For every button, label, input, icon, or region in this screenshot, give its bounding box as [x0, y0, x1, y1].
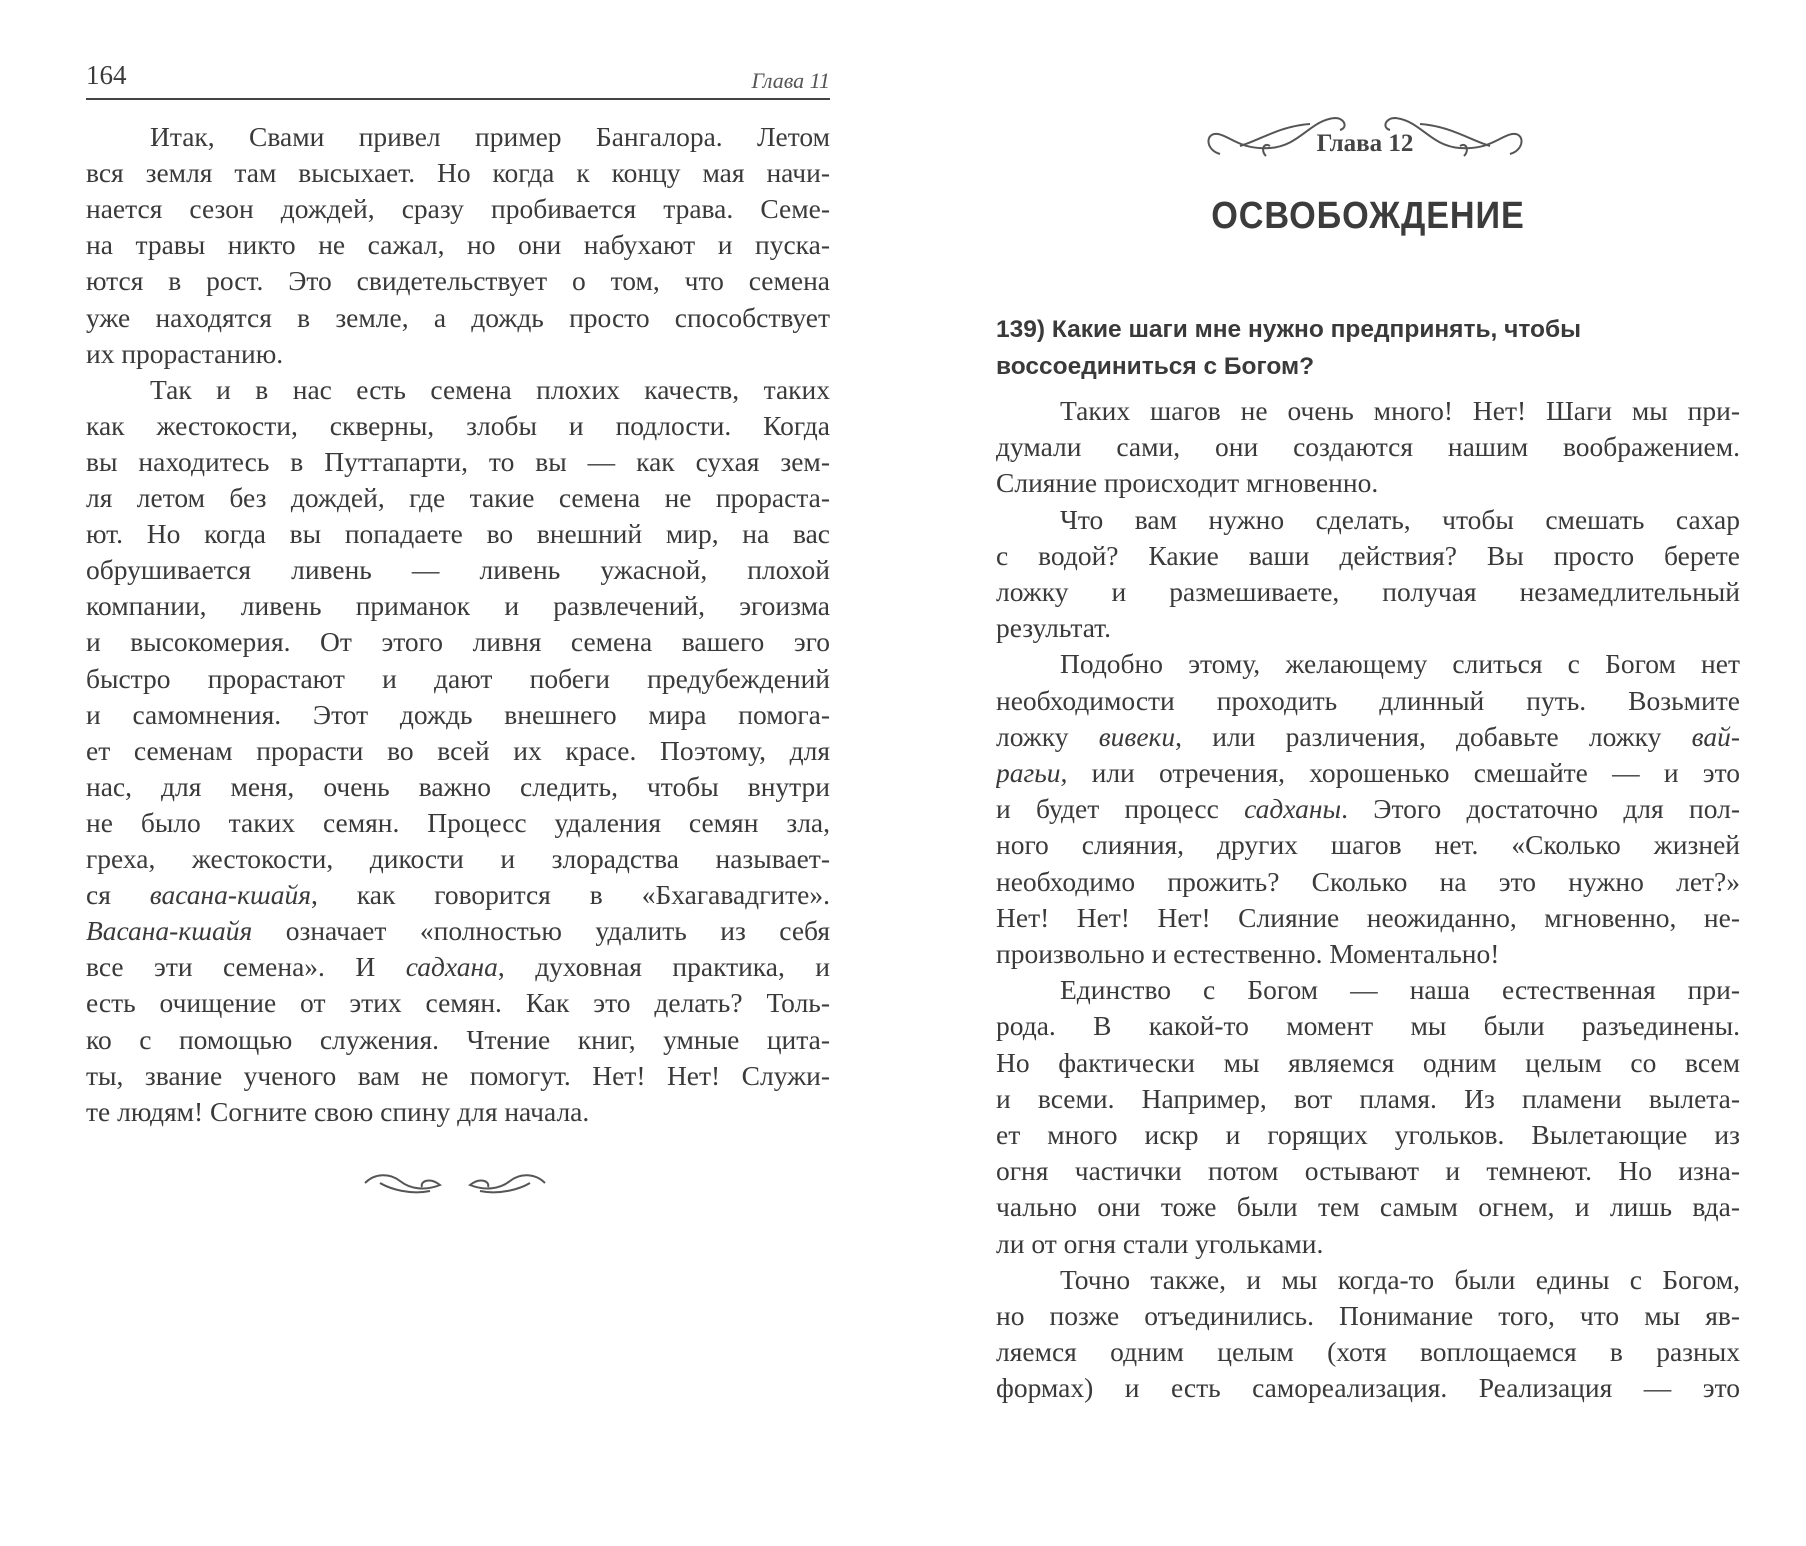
text-line	[86, 155, 830, 191]
text-span: ляемся одним целым (хотя воплощаемся в разных	[996, 1336, 1740, 1368]
text-line	[996, 864, 1740, 900]
text-line	[86, 227, 830, 263]
text-span: ет много искр и горящих угольков. Вылетающие из	[996, 1119, 1740, 1150]
text-span: ют. Но когда вы попадаете во внешний мир, на вас	[86, 518, 830, 550]
text-line	[996, 755, 1740, 791]
text-span: ложку и размешиваете, получая незамедлительный	[996, 576, 1740, 607]
text-line	[996, 1334, 1740, 1370]
text-span: ля летом без дождей, где такие семена не прораста-	[86, 482, 830, 513]
text-span: . Этого достаточно для пол-	[1341, 793, 1740, 825]
text-span: вы находитесь в Путтапарти, то вы — как сухая зем-	[86, 445, 830, 477]
text-line	[1060, 502, 1740, 538]
text-line	[86, 985, 830, 1021]
text-span: ты, звание ученого вам не помогут. Нет! Нет! Служи-	[86, 1059, 830, 1091]
text-span: ложку	[996, 720, 1099, 752]
text-span: думали сами, они создаются нашим воображением.	[996, 431, 1740, 463]
text-span: на травы никто не сажал, но они набухают и пуска-	[86, 229, 830, 261]
text-line	[86, 263, 830, 299]
text-span: с водой? Какие ваши действия? Вы просто берете	[996, 539, 1740, 571]
header-rule	[86, 98, 830, 100]
text-span: Что вам нужно сделать, чтобы смешать сахар	[1060, 503, 1740, 535]
text-line	[996, 936, 1740, 972]
text-line	[86, 733, 830, 769]
text-line	[996, 900, 1740, 936]
text-line	[1060, 646, 1740, 682]
text-line	[86, 949, 830, 985]
text-span: Единство с Богом — наша естественная при-	[1060, 974, 1740, 1006]
text-span: и высокомерия. От этого ливня семена вашего эго	[86, 626, 830, 658]
text-line	[996, 1298, 1740, 1334]
text-line	[86, 769, 830, 805]
text-span: ет семенам прорасти во всей их красе. Поэтому, для	[86, 734, 830, 766]
text-line	[996, 1226, 1740, 1262]
text-line	[996, 791, 1740, 827]
text-span: компании, ливень приманок и развлечений, эгоизма	[86, 590, 830, 622]
text-line	[86, 661, 830, 697]
text-span: быстро прорастают и дают побеги предубеждений	[86, 662, 830, 694]
text-line	[996, 719, 1740, 755]
text-span: ного слияния, других шагов нет. «Сколько жизней	[996, 829, 1740, 861]
text-span: или отречения, хорошенько смешайте — и это	[1067, 757, 1740, 788]
text-line	[86, 877, 830, 913]
text-span: огня частички потом остывают и темнеют. Но изна-	[996, 1155, 1740, 1187]
text-span: Так и в нас есть семена плохих качеств, таких	[150, 373, 830, 405]
text-line	[996, 1117, 1740, 1153]
text-line	[996, 827, 1740, 863]
text-line	[86, 336, 830, 372]
text-span: ся	[86, 879, 150, 911]
chapter-title: ОСВОБОЖДЕНИЕ	[1211, 195, 1525, 237]
text-span: их прорастанию.	[86, 337, 284, 369]
text-span: рода. В какой-то момент мы были разъединены.	[996, 1010, 1740, 1042]
text-line	[86, 913, 830, 949]
text-span: , как говорится в «Бхагавадгите».	[311, 879, 830, 911]
text-span: Таких шагов не очень много! Нет! Шаги мы при-	[1060, 395, 1740, 426]
text-line	[86, 624, 830, 660]
text-span: и самомнения. Этот дождь внешнего мира помога-	[86, 698, 830, 730]
italic-term: садхана	[405, 951, 498, 983]
text-span: и будет процесс	[996, 793, 1245, 825]
text-line	[86, 408, 830, 444]
italic-term: рагьи,	[996, 757, 1068, 788]
text-span: но позже отъединились. Понимание того, что мы яв-	[996, 1300, 1740, 1331]
text-line	[1060, 1262, 1740, 1298]
italic-term: васана-кшайя	[149, 879, 311, 911]
end-ornament-icon	[360, 1165, 550, 1201]
question-heading-line: воссоединиться с Богом?	[996, 353, 1315, 380]
text-span: чально они тоже были тем самым огнем, и лишь вда-	[996, 1191, 1740, 1223]
text-span: необходимо прожить? Сколько на это нужно лет?»	[996, 865, 1740, 897]
text-span: обрушивается ливень — ливень ужасной, плохой	[86, 554, 830, 586]
text-line	[86, 841, 830, 877]
text-span: нается сезон дождей, сразу пробивается трава. Семе-	[86, 193, 830, 225]
text-line	[86, 805, 830, 841]
text-span: те людям! Согните свою спину для начала.	[86, 1095, 590, 1127]
text-line	[996, 610, 1740, 646]
text-line	[86, 1058, 830, 1094]
text-span: уже находятся в земле, а дождь просто способствует	[86, 301, 830, 333]
text-span: Точно также, и мы когда-то были едины с Богом,	[1060, 1263, 1740, 1295]
text-line	[996, 683, 1740, 719]
text-line	[996, 1189, 1740, 1225]
text-line	[86, 588, 830, 624]
text-span: Итак, Свами привел пример Бангалора. Летом	[150, 121, 830, 152]
text-line	[996, 574, 1740, 610]
text-span: означает «полностью удалить из себя	[252, 915, 830, 947]
text-span: ко с помощью служения. Чтение книг, умные цита-	[86, 1023, 830, 1055]
text-span: Но фактически мы являемся одним целым со всем	[996, 1046, 1740, 1078]
text-span: , или различения, добавьте ложку	[1175, 720, 1692, 752]
text-line	[86, 1094, 830, 1130]
text-span: ются в рост. Это свидетельствует о том, что семена	[86, 265, 830, 297]
text-span: Подобно этому, желающему слиться с Богом нет	[1060, 648, 1740, 680]
text-span: Слияние происходит мгновенно.	[996, 467, 1379, 499]
text-line	[86, 191, 830, 227]
text-line	[150, 119, 830, 155]
text-span: формах) и есть самореализация. Реализация — это	[996, 1372, 1740, 1404]
text-span: как жестокости, скверны, злобы и подлости. Когда	[86, 409, 830, 441]
text-line	[86, 300, 830, 336]
italic-term: вай-	[1691, 720, 1740, 752]
text-line	[86, 444, 830, 480]
text-span: все эти семена». И	[86, 951, 406, 983]
text-line	[996, 465, 1740, 501]
text-span: нас, для меня, очень важно следить, чтобы внутри	[86, 770, 830, 802]
text-line	[996, 1370, 1740, 1406]
text-span: произвольно и естественно. Моментально!	[996, 938, 1500, 969]
italic-term: садханы	[1244, 793, 1342, 825]
text-line	[996, 538, 1740, 574]
text-line	[996, 1045, 1740, 1081]
text-span: не было таких семян. Процесс удаления семян зла,	[86, 806, 830, 838]
text-span: результат.	[996, 612, 1112, 644]
text-line	[86, 480, 830, 516]
text-span: и всеми. Например, вот пламя. Из пламени вылета-	[996, 1082, 1740, 1114]
italic-term: вивеки	[1098, 720, 1176, 752]
text-span: греха, жестокости, дикости и злорадства называет-	[86, 843, 830, 874]
text-span: Нет! Нет! Нет! Слияние неожиданно, мгновенно, не-	[996, 901, 1740, 933]
text-span: необходимости проходить длинный путь. Возьмите	[996, 684, 1740, 716]
text-line	[86, 552, 830, 588]
text-line	[996, 1008, 1740, 1044]
text-line	[150, 372, 830, 408]
chapter-label: Глава 12	[1316, 130, 1414, 157]
running-head: Глава 11	[751, 68, 830, 93]
text-line	[1060, 393, 1740, 429]
text-line	[996, 429, 1740, 465]
text-line	[86, 697, 830, 733]
text-line	[996, 1081, 1740, 1117]
text-span: ли от огня стали угольками.	[996, 1227, 1324, 1259]
text-span: , духовная практика, и	[497, 951, 830, 983]
text-line	[86, 516, 830, 552]
text-line	[996, 1153, 1740, 1189]
text-span: есть очищение от этих семян. Как это делать? Толь-	[86, 987, 830, 1019]
italic-term: Васана-кшайя	[86, 915, 253, 947]
text-line	[1060, 972, 1740, 1008]
question-heading-line: 139) Какие шаги мне нужно предпринять, чтобы	[996, 316, 1582, 343]
page-number: 164	[86, 60, 127, 90]
text-span: вся земля там высыхает. Но когда к концу мая начи-	[86, 157, 830, 189]
text-line	[86, 1022, 830, 1058]
